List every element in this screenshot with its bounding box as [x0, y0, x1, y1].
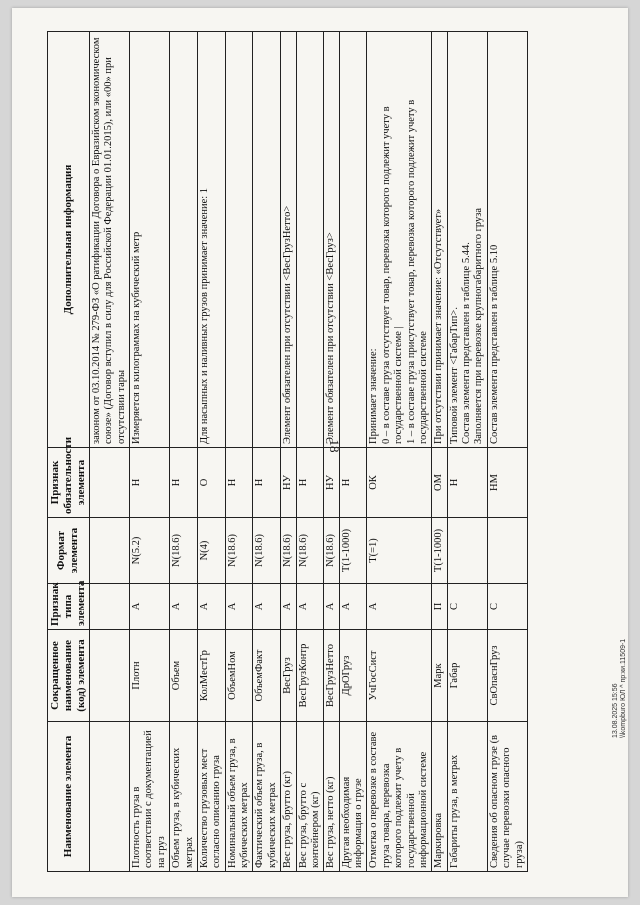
table-row [225, 32, 253, 872]
cell-type: А [197, 584, 225, 630]
cell-info: Для насыпных и наливных грузов принимает значение: 1 [197, 32, 225, 448]
table-row [281, 32, 296, 872]
cell-required: НМ [487, 448, 527, 518]
cell-name: Объем груза, в кубических метрах [170, 722, 198, 872]
cell-name: Вес груза, нетто (кг) [324, 722, 339, 872]
cell-format: T(1-1000) [432, 518, 447, 584]
cell-type: А [339, 584, 367, 630]
cell-code: Плотн [130, 630, 170, 722]
page-number: 18 [327, 439, 342, 453]
cell-required: Н [225, 448, 253, 518]
cell-required: Н [130, 448, 170, 518]
print-stamp [612, 578, 629, 738]
cell-code: ВесГрузКонтр [296, 630, 324, 722]
header-required: Признак обязательности элемента [48, 448, 90, 518]
cell-format: N(18.6) [170, 518, 198, 584]
table-row [339, 32, 367, 872]
cell-info [170, 32, 198, 448]
header-name: Наименование элемента [48, 722, 90, 872]
cell-line: Принимает значение: [368, 348, 380, 444]
cell-info: законом от 03.10.2014 № 279-ФЗ «О ратификации Договора о Евразийском экономическом союзе» (Договор вступил в силу для Российской Федерации 01.01.2015), или «00» при отсутствии тары [89, 32, 129, 448]
cell-code: ОбъемФакт [253, 630, 281, 722]
cell-format: N(18.6) [281, 518, 296, 584]
cell-required: Н [296, 448, 324, 518]
cell-info [296, 32, 324, 448]
cell-format: N(5.2) [130, 518, 170, 584]
cell-code: Габар [447, 630, 487, 722]
cell-name: Номинальный объем груза, в кубических метрах [225, 722, 253, 872]
elements-table [47, 31, 528, 872]
header-format: Формат элемента [48, 518, 90, 584]
cell-name: Сведения об опасном грузе (в случае перевозки опасного груза) [487, 722, 527, 872]
cell-info [225, 32, 253, 448]
cell-name: Габариты груза, в метрах [447, 722, 487, 872]
cell-type: А [170, 584, 198, 630]
cell-format: T(=1) [367, 518, 432, 584]
cell-name: Плотность груза в соответствии с документацией на груз [130, 722, 170, 872]
cell-info [447, 32, 487, 448]
cell-format [447, 518, 487, 584]
cell-required: Н [339, 448, 367, 518]
cell-type: С [487, 584, 527, 630]
cell-required: ОК [367, 448, 432, 518]
cell-code: УчГосСист [367, 630, 432, 722]
cell-line: Заполняется при перевозке крупногабаритного груза [473, 207, 485, 444]
stamp-path: \\kompburo ЮЛ ^ пр:ки.11509-1 [620, 638, 628, 738]
cell-info [367, 32, 432, 448]
table-row [367, 32, 432, 872]
cell-name [89, 722, 129, 872]
cell-type: П [432, 584, 447, 630]
cell-format: N(18.6) [253, 518, 281, 584]
cell-type: А [253, 584, 281, 630]
table-row [197, 32, 225, 872]
table-row [447, 32, 487, 872]
cell-format: N(18.6) [225, 518, 253, 584]
table-row [432, 32, 447, 872]
cell-required: Н [253, 448, 281, 518]
cell-name: Маркировка [432, 722, 447, 872]
cell-code: ВесГрузНетто [324, 630, 339, 722]
cell-name: Вес груза, брутто (кг) [281, 722, 296, 872]
cell-line: Типовой элемент <ГабарТип>. [448, 307, 460, 444]
header-type: Признак типа элемента [48, 584, 90, 630]
cell-code: КолМестГр [197, 630, 225, 722]
cell-format [487, 518, 527, 584]
cell-required: Н [170, 448, 198, 518]
table-row [324, 32, 339, 872]
cell-info [339, 32, 367, 448]
table-header-row [48, 32, 90, 872]
cell-type: С [447, 584, 487, 630]
cell-required: Н [447, 448, 487, 518]
table-body [89, 32, 527, 872]
cell-code [89, 630, 129, 722]
cell-code: ВесГруз [281, 630, 296, 722]
cell-type: А [130, 584, 170, 630]
rotated-table-wrapper [47, 32, 525, 872]
cell-info [253, 32, 281, 448]
cell-code: Объем [170, 630, 198, 722]
cell-required: НУ [281, 448, 296, 518]
cell-name: Фактический объем груза, в кубических метрах [253, 722, 281, 872]
cell-format [89, 518, 129, 584]
cell-type: А [225, 584, 253, 630]
cell-type [89, 584, 129, 630]
cell-format: N(18.6) [324, 518, 339, 584]
cell-name: Отметка о перевозке в составе груза товара, перевозка которого подлежит учету в государственной информационной системе [367, 722, 432, 872]
cell-name: Другая необходимая информация о грузе [339, 722, 367, 872]
cell-type: А [324, 584, 339, 630]
header-info: Дополнительная информация [48, 32, 90, 448]
cell-info: При отсутствии принимает значение: «Отсутствует» [432, 32, 447, 448]
cell-required: НУ [324, 448, 339, 518]
cell-info: Измеряется в килограммах на кубический метр [130, 32, 170, 448]
header-code: Сокращенное наименование (код) элемента [48, 630, 90, 722]
cell-info: Элемент обязателен при отсутствии <ВесГруз> [324, 32, 339, 448]
cell-code: Марк [432, 630, 447, 722]
cell-code: ДрОГруз [339, 630, 367, 722]
table-row [130, 32, 170, 872]
cell-code: ОбъемНом [225, 630, 253, 722]
cell-line: Состав элемента представлен в таблице 5.44. [461, 242, 473, 444]
table-row [296, 32, 324, 872]
cell-name: Количество грузовых мест согласно описанию груза [197, 722, 225, 872]
cell-code: СвОпаснГруз [487, 630, 527, 722]
cell-format: N(4) [197, 518, 225, 584]
cell-type: А [296, 584, 324, 630]
document-page [12, 8, 628, 897]
cell-type: А [281, 584, 296, 630]
table-row [89, 32, 129, 872]
cell-name: Вес груза, брутто с контейнером (кг) [296, 722, 324, 872]
stamp-date: 13.08.2025 15:56 [612, 683, 619, 738]
cell-required [89, 448, 129, 518]
cell-type: А [367, 584, 432, 630]
table-row [170, 32, 198, 872]
cell-info: Состав элемента представлен в таблице 5.10 [487, 32, 527, 448]
table-row [487, 32, 527, 872]
cell-line: 0 – в составе груза отсутствует товар, перевозка которого подлежит учету в государственной системе | [380, 106, 405, 444]
table-row [253, 32, 281, 872]
cell-required: ОМ [432, 448, 447, 518]
cell-format: N(18.6) [296, 518, 324, 584]
cell-format: T(1-1000) [339, 518, 367, 584]
cell-info: Элемент обязателен при отсутствии <ВесГрузНетто> [281, 32, 296, 448]
cell-required: О [197, 448, 225, 518]
cell-line: 1 – в составе груза присутствует товар, перевозка которого подлежит учету в государственной системе [405, 99, 429, 444]
